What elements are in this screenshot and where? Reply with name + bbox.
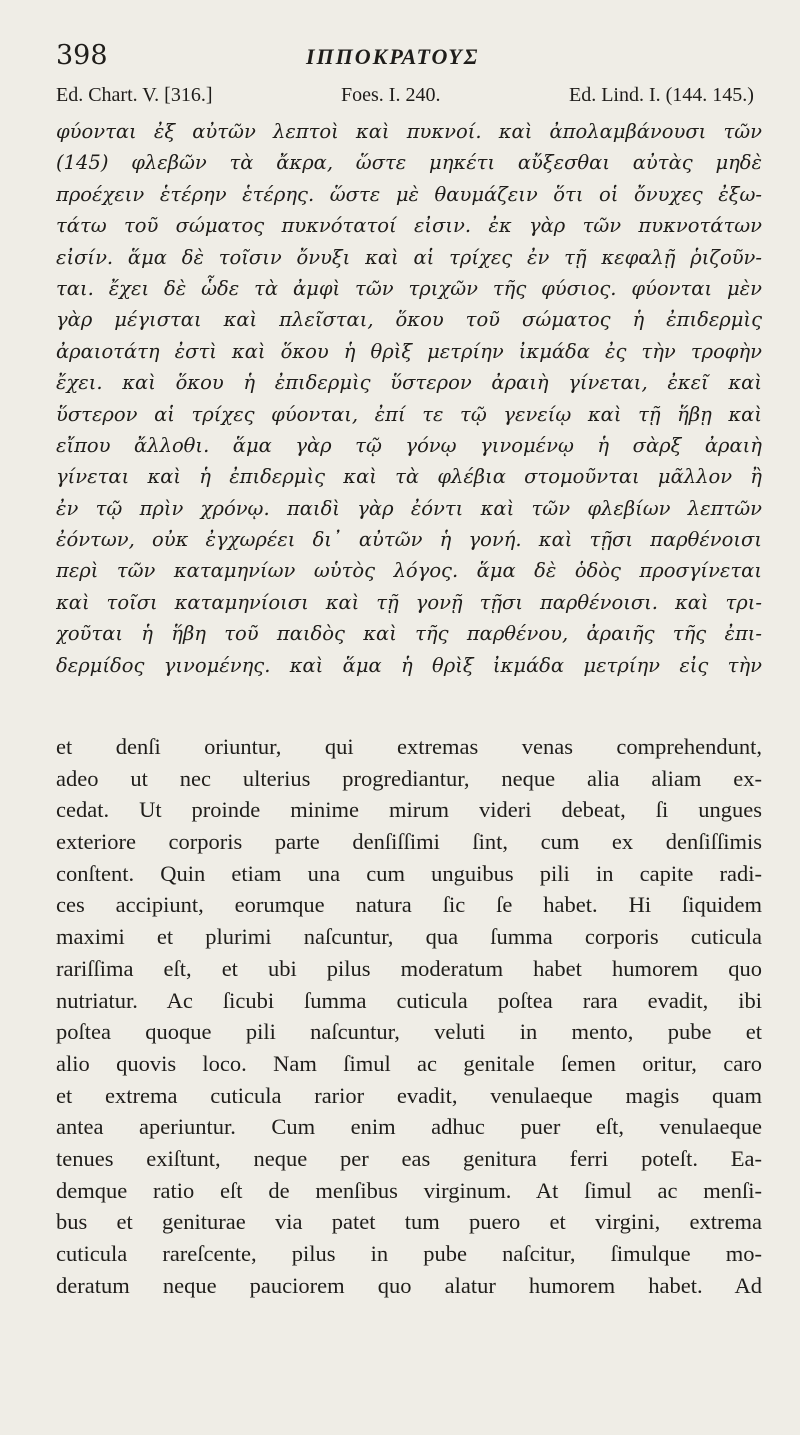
latin-text-line: bus et geniturae via patet tum puero et virgini, extrema (56, 1209, 762, 1235)
greek-text-line: καὶ τοῖσι καταμηνίοισι καὶ τῇ γονῇ τῇσι παρθένοισι. καὶ τρι- (56, 590, 762, 614)
latin-text-line: deratum neque pauciorem quo alatur humorem habet. Ad (56, 1272, 762, 1298)
latin-text-line: exteriore corporis parte denſiſſimi ſint, cum ex denſiſſimis (56, 829, 762, 855)
greek-text-line: φύονται ἐξ αὐτῶν λεπτοὶ καὶ πυκνοί. καὶ ἀπολαμβάνουσι τῶν (56, 120, 762, 143)
greek-text-line: ἔχει. καὶ ὅκου ἡ ἐπιδερμὶς ὕστερον ἀραιὴ γίνεται, ἐκεῖ καὶ (56, 371, 762, 395)
edition-ref-linden: Ed. Lind. I. (144. 145.) (569, 84, 754, 106)
latin-text-line: poſtea quoque pili naſcuntur, veluti in mento, pube et (56, 1019, 762, 1045)
latin-text-line: maximi et plurimi naſcuntur, qua ſumma corporis cuticula (56, 924, 762, 950)
running-title: ΙΠΠΟΚΡΑΤΟΥΣ (306, 44, 480, 69)
greek-text-line: (145) φλεβῶν τὰ ἄκρα, ὥστε μηκέτι αὔξεσθαι αὐτὰς μηδὲ (56, 151, 762, 175)
greek-text-line: χοῦται ἡ ἥβη τοῦ παιδὸς καὶ τῆς παρθένου, ἀραιῆς τῆς ἐπι- (56, 622, 762, 646)
edition-ref-foes: Foes. I. 240. (341, 84, 441, 106)
latin-text-line: antea aperiuntur. Cum enim adhuc puer eſt, venulaeque (56, 1114, 762, 1140)
latin-text-line: et denſi oriuntur, qui extremas venas comprehendunt, (56, 734, 762, 760)
greek-text-line: δερμίδος γινομένης. καὶ ἅμα ἡ θρὶξ ἰκμάδα μετρίην εἰς τὴν (56, 653, 762, 677)
latin-text-line: rariſſima eſt, et ubi pilus moderatum habet humorem quo (56, 955, 762, 981)
edition-references (56, 84, 762, 114)
latin-text-line: demque ratio eſt de menſibus virginum. At ſimul ac menſi- (56, 1177, 762, 1203)
latin-text-line: alio quovis loco. Nam ſimul ac genitale ſemen oritur, caro (56, 1050, 762, 1076)
greek-text-line: ἐν τῷ πρὶν χρόνῳ. παιδὶ γὰρ ἐόντι καὶ τῶν φλεβίων λεπτῶν (56, 496, 762, 520)
latin-text-line: conſtent. Quin etiam una cum unguibus pili in capite radi- (56, 860, 762, 886)
greek-text-line: περὶ τῶν καταμηνίων ωὑτὸς λόγος. ἅμα δὲ ὁδὸς προσγίνεται (56, 559, 762, 583)
latin-text-line: tenues exiſtunt, neque per eas genitura ferri poteſt. Ea- (56, 1145, 762, 1171)
greek-text-line: εἰσίν. ἅμα δὲ τοῖσιν ὄνυξι καὶ αἱ τρίχες ἐν τῇ κεφαλῇ ῥιζοῦν- (56, 245, 762, 269)
page-number: 398 (56, 40, 108, 71)
latin-text-line: ces accipiunt, eorumque natura ſic ſe habet. Hi ſiquidem (56, 892, 762, 918)
greek-text-line: προέχειν ἑτέρην ἑτέρης. ὥστε μὲ θαυμάζειν ὅτι οἱ ὄνυχες ἐξω- (56, 182, 762, 206)
greek-text-line: γὰρ μέγισται καὶ πλεῖσται, ὅκου τοῦ σώματος ἡ ἐπιδερμὶς (56, 308, 762, 332)
greek-text-line: ἐόντων, οὐκ ἐγχωρέει δι᾽ αὐτῶν ἡ γονή. καὶ τῇσι παρθένοισι (56, 528, 762, 552)
greek-text-line: ἀραιοτάτη ἐστὶ καὶ ὅκου ἡ θρὶξ μετρίην ἰκμάδα ἐς τὴν τροφὴν (56, 339, 762, 363)
latin-text-line: et extrema cuticula rarior evadit, venulaeque magis quam (56, 1082, 762, 1108)
running-head (56, 40, 762, 80)
greek-text (56, 116, 762, 681)
edition-ref-chartier: Ed. Chart. V. [316.] (56, 84, 213, 106)
greek-text-line: τάτω τοῦ σώματος πυκνότατοί εἰσιν. ἐκ γὰρ τῶν πυκνοτάτων (56, 214, 762, 238)
latin-text-line: adeo ut nec ulterius progrediantur, neque alia aliam ex- (56, 765, 762, 791)
greek-text-line: ὕστερον αἱ τρίχες φύονται, ἐπί τε τῷ γενείῳ καὶ τῇ ἥβῃ καὶ (56, 402, 762, 426)
greek-text-line: γίνεται καὶ ἡ ἐπιδερμὶς καὶ τὰ φλέβια στομοῦνται μᾶλλον ἢ (56, 465, 762, 489)
greek-text-line: εἴπου ἄλλοθι. ἅμα γὰρ τῷ γόνῳ γινομένῳ ἡ σὰρξ ἀραιὴ (56, 433, 762, 457)
latin-translation (56, 731, 762, 1301)
latin-text-line: cedat. Ut proinde minime mirum videri debeat, ſi ungues (56, 797, 762, 823)
greek-text-line: ται. ἔχει δὲ ὧδε τὰ ἀμφὶ τῶν τριχῶν τῆς φύσιος. φύονται μὲν (56, 276, 762, 300)
latin-text-line: cuticula rareſcente, pilus in pube naſcitur, ſimulque mo- (56, 1241, 762, 1267)
latin-text-line: nutriatur. Ac ſicubi ſumma cuticula poſtea rara evadit, ibi (56, 987, 762, 1013)
